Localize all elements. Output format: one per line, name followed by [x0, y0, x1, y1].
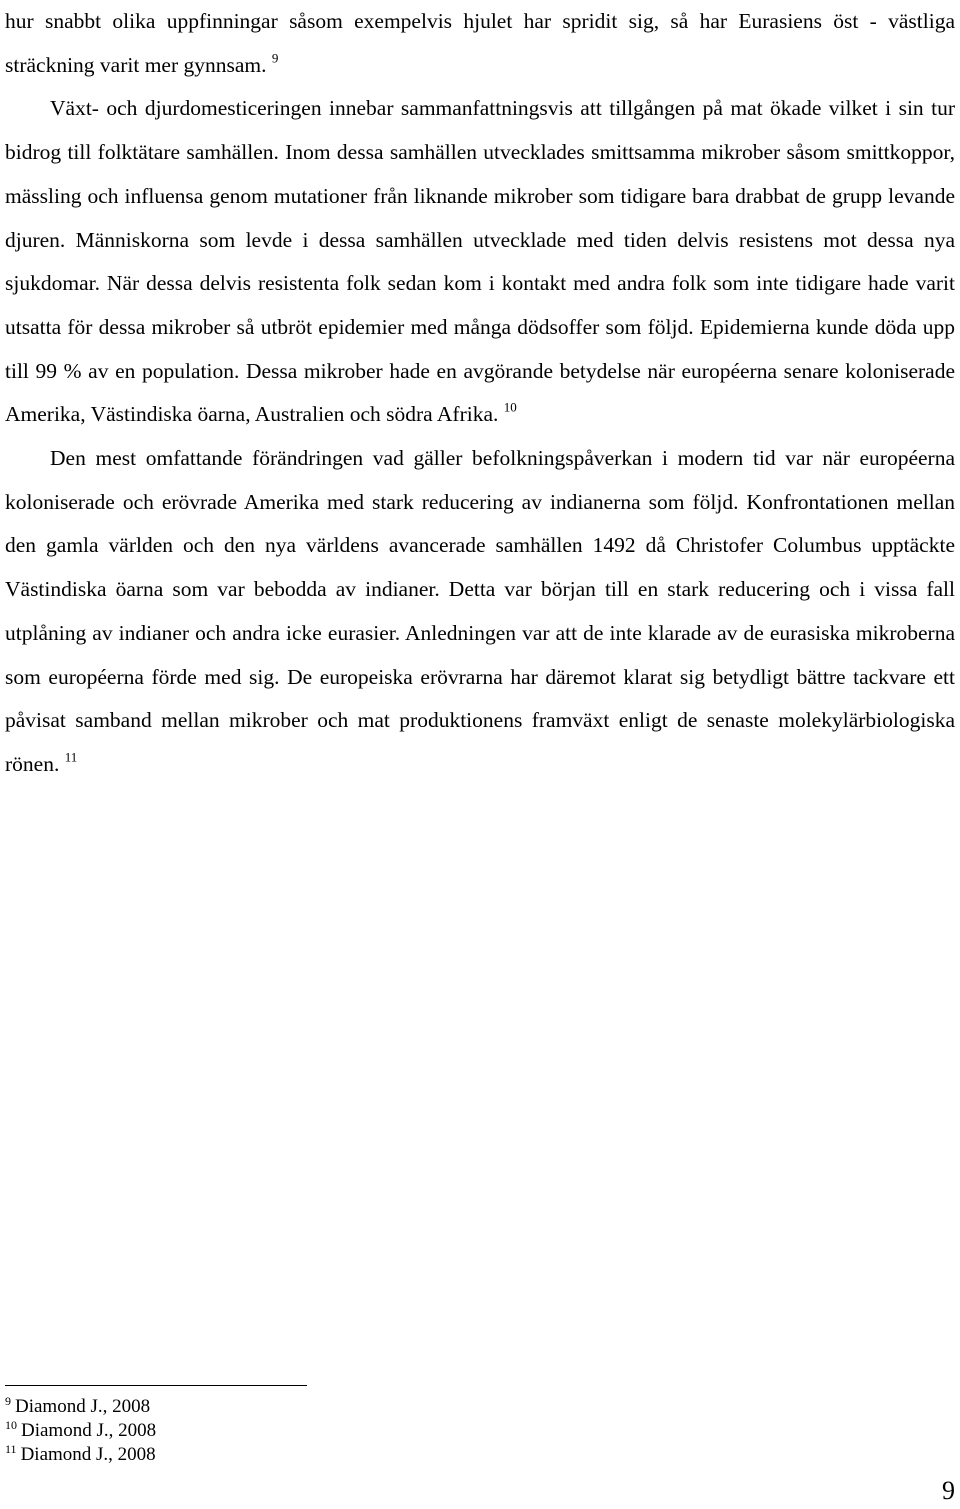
footnotes: [5, 1395, 156, 1467]
footnote-10: [5, 1419, 156, 1443]
footnote-ref-9: 9: [271, 49, 279, 65]
footnote-ref-11: 11: [64, 749, 78, 765]
body-text: [5, 0, 955, 787]
footnote-number: 10: [5, 1417, 17, 1432]
paragraph-1-text: hur snabbt olika uppfinningar såsom exempelvis hjulet har spridit sig, så har Eurasiens öst - västliga sträckning varit mer gynnsam.: [5, 9, 955, 77]
paragraph-3: [5, 437, 955, 787]
footnote-separator: [5, 1385, 307, 1386]
paragraph-1: [5, 0, 955, 87]
footnote-text: Diamond J., 2008: [20, 1444, 156, 1465]
footnote-11: [5, 1443, 156, 1467]
page-number: 9: [942, 1476, 955, 1505]
paragraph-2-text: Växt- och djurdomesticeringen innebar sammanfattningsvis att tillgången på mat ökade vilket i sin tur bidrog till folktätare samhällen. Inom dessa samhällen utvecklades smittsamma mikrober såsom smittkoppor, mässling och influensa genom mutationer från liknande mikrober som tidigare bara drabbat de grupp levande djuren. Människorna som levde i dessa samhällen utvecklade med tiden delvis resistens mot dessa nya sjukdomar. När dessa delvis resistenta folk sedan kom i kontakt med andra folk som inte tidigare hade varit utsatta för dessa mikrober så utbröt epidemier med många dödsoffer som följd. Epidemierna kunde döda upp till 99 % av en population. Dessa mikrober hade en avgörande betydelse när européerna senare koloniserade Amerika, Västindiska öarna, Australien och södra Afrika.: [5, 96, 955, 427]
footnote-9: [5, 1395, 156, 1419]
footnote-number: 9: [5, 1393, 11, 1408]
footnote-text: Diamond J., 2008: [15, 1396, 151, 1417]
footnote-text: Diamond J., 2008: [21, 1420, 157, 1441]
footnote-number: 11: [5, 1441, 17, 1456]
paragraph-3-text: Den mest omfattande förändringen vad gäller befolkningspåverkan i modern tid var när européerna koloniserade och erövrade Amerika med stark reducering av indianerna som följd. Konfrontationen mellan den gamla världen och den nya världens avancerade samhällen 1492 då Christofer Columbus upptäckte Västindiska öarna som var bebodda av indianer. Detta var början till en stark reducering och i vissa fall utplåning av indianer och andra icke eurasier. Anledningen var att de inte klarade av de eurasiska mikroberna som européerna förde med sig. De europeiska erövrarna har däremot klarat sig betydligt bättre tackvare ett påvisat samband mellan mikrober och mat produktionens framväxt enligt de senaste molekylärbiologiska rönen.: [5, 446, 955, 776]
footnote-ref-10: 10: [503, 399, 517, 415]
paragraph-2: [5, 87, 955, 437]
